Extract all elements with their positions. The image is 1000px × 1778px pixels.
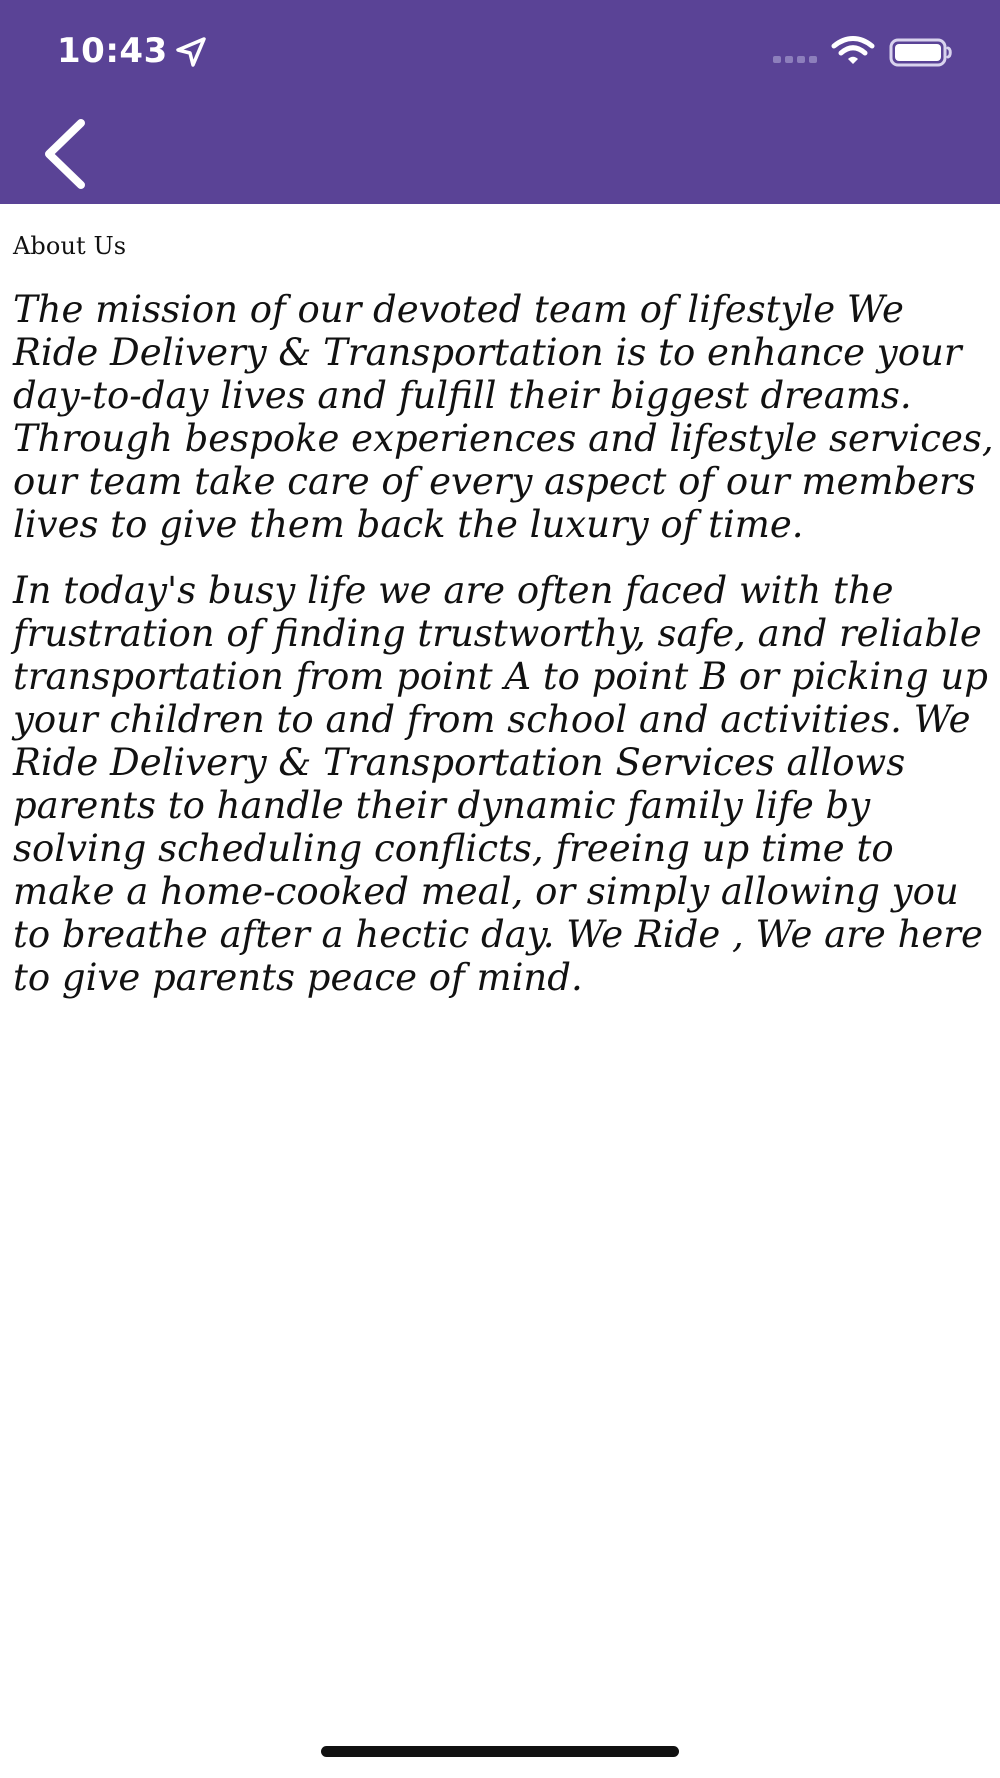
chevron-left-icon [28, 110, 104, 194]
cellular-signal-icon [773, 54, 819, 64]
status-time: 10:43 [57, 31, 168, 71]
services-paragraph: In today's busy life we are often faced with the frustration of finding trustworthy, safe, and reliable transportation from point A to point B or picking up your children to and from school and activities. We Ride Delivery & Transportation Services allows parents to handle their dynamic family life by solving scheduling conflicts, freeing up time to make a home-cooked meal, or simply allowing you to breathe after a hectic day. We Ride , We are here to give parents peace of mind. [13, 569, 988, 999]
mission-paragraph: The mission of our devoted team of lifestyle We Ride Delivery & Transportation is to enhance your day-to-day lives and fulfill their biggest dreams. Through bespoke experiences and lifestyle services, our team take care of every aspect of our members lives to give them back the luxury of time. [13, 288, 994, 546]
back-button[interactable] [28, 110, 104, 194]
wifi-icon [831, 36, 875, 66]
top-app-bar [0, 0, 1000, 204]
page-title: About Us [13, 232, 127, 260]
battery-icon [889, 38, 953, 68]
location-arrow-icon [175, 36, 207, 68]
about-content [13, 226, 995, 999]
home-indicator[interactable] [321, 1746, 679, 1757]
